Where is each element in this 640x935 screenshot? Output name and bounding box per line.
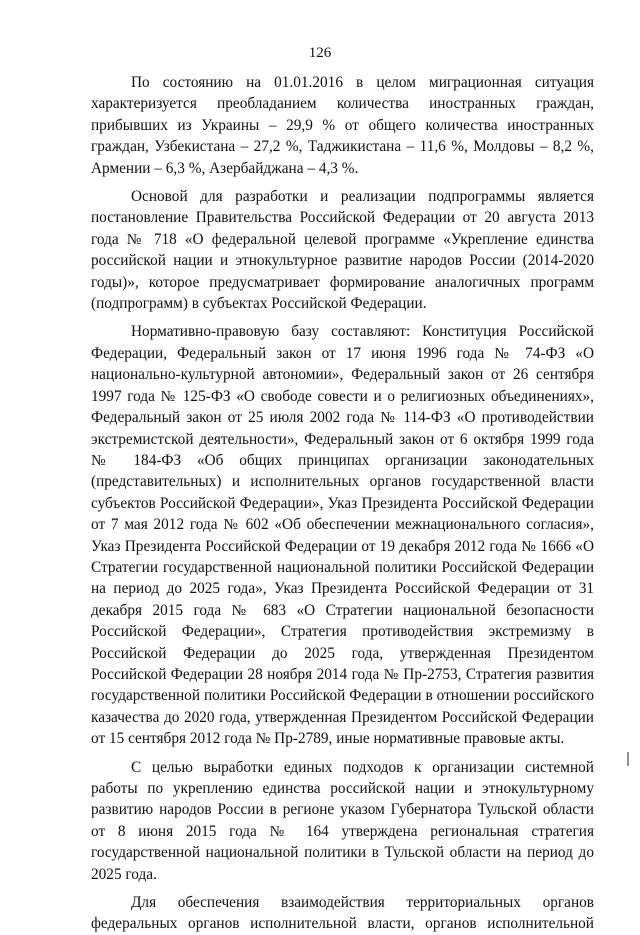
scan-margin-mark <box>627 752 629 766</box>
paragraph-migration-situation: По состоянию на 01.01.2016 в целом миграционная ситуация характеризуется преобладанием количества иностранных граждан, прибывших из Украины – 29,9 % от общего количества иностранных граждан, Узбекистана – 27,2 %, Таджикистана – 11,6 %, Молдовы – 8,2 %, Армении – 6,3 %, Азербайджана – 4,3 %. <box>91 74 594 177</box>
document-body <box>91 72 594 935</box>
paragraph-regional-strategy: С целью выработки единых подходов к организации системной работы по укреплению единства российской нации и этнокультурному развитию народов России в регионе указом Губернатора Тульской области от 8 июня 2015 года № 164 утверждена региональная стратегия государственной национальной политики в Тульской области на период до 2025 года. <box>91 758 594 883</box>
page-number: 126 <box>308 45 332 61</box>
paragraph-interaction-continued: Для обеспечения взаимодействия территориальных органов федеральных органов исполнительной власти, органов исполнительной <box>91 894 594 933</box>
paragraph-subprogram-basis: Основой для разработки и реализации подпрограммы является постановление Правительства Российской Федерации от 20 августа 2013 года № 718 «О федеральной целевой программе «Укрепление единства российской нации и этнокультурное развитие народов России (2014-2020 годы)», которое предусматривает формирование аналогичных программ (подпрограмм) в субъектах Российской Федерации. <box>91 188 594 313</box>
paragraph-legal-framework: Нормативно-правовую базу составляют: Конституция Российской Федерации, Федеральный закон от 17 июня 1996 года № 74-ФЗ «О национально-культурной автономии», Федеральный закон от 26 сентября 1997 года № 125-ФЗ «О свободе совести и о религиозных объединениях», Федеральный закон от 25 июля 2002 года № 114-ФЗ «О противодействии экстремистской деятельности», Федеральный закон от 6 октября 1999 года № 184-ФЗ «Об общих принципах организации законодательных (представительных) и исполнительных органов государственной власти субъектов Российской Федерации», Указ Президента Российской Федерации от 7 мая 2012 года № 602 «Об обеспечении межнационального согласия», Указ Президента Российской Федерации от 19 декабря 2012 года № 1666 «О Стратегии государственной национальной политики Российской Федерации на период до 2025 года», Указ Президента Российской Федерации от 31 декабря 2015 года № 683 «О Стратегии национальной безопасности Российской Федерации», Стратегия противодействия экстремизму в Российской Федерации до 2025 года, утвержденная Президентом Российской Федерации 28 ноября 2014 года № Пр-2753, Стратегия развития государственной политики Российской Федерации в отношении российского казачества до 2020 года, утвержденная Президентом Российской Федерации от 15 сентября 2012 года № Пр-2789, иные нормативные правовые акты. <box>91 323 594 748</box>
